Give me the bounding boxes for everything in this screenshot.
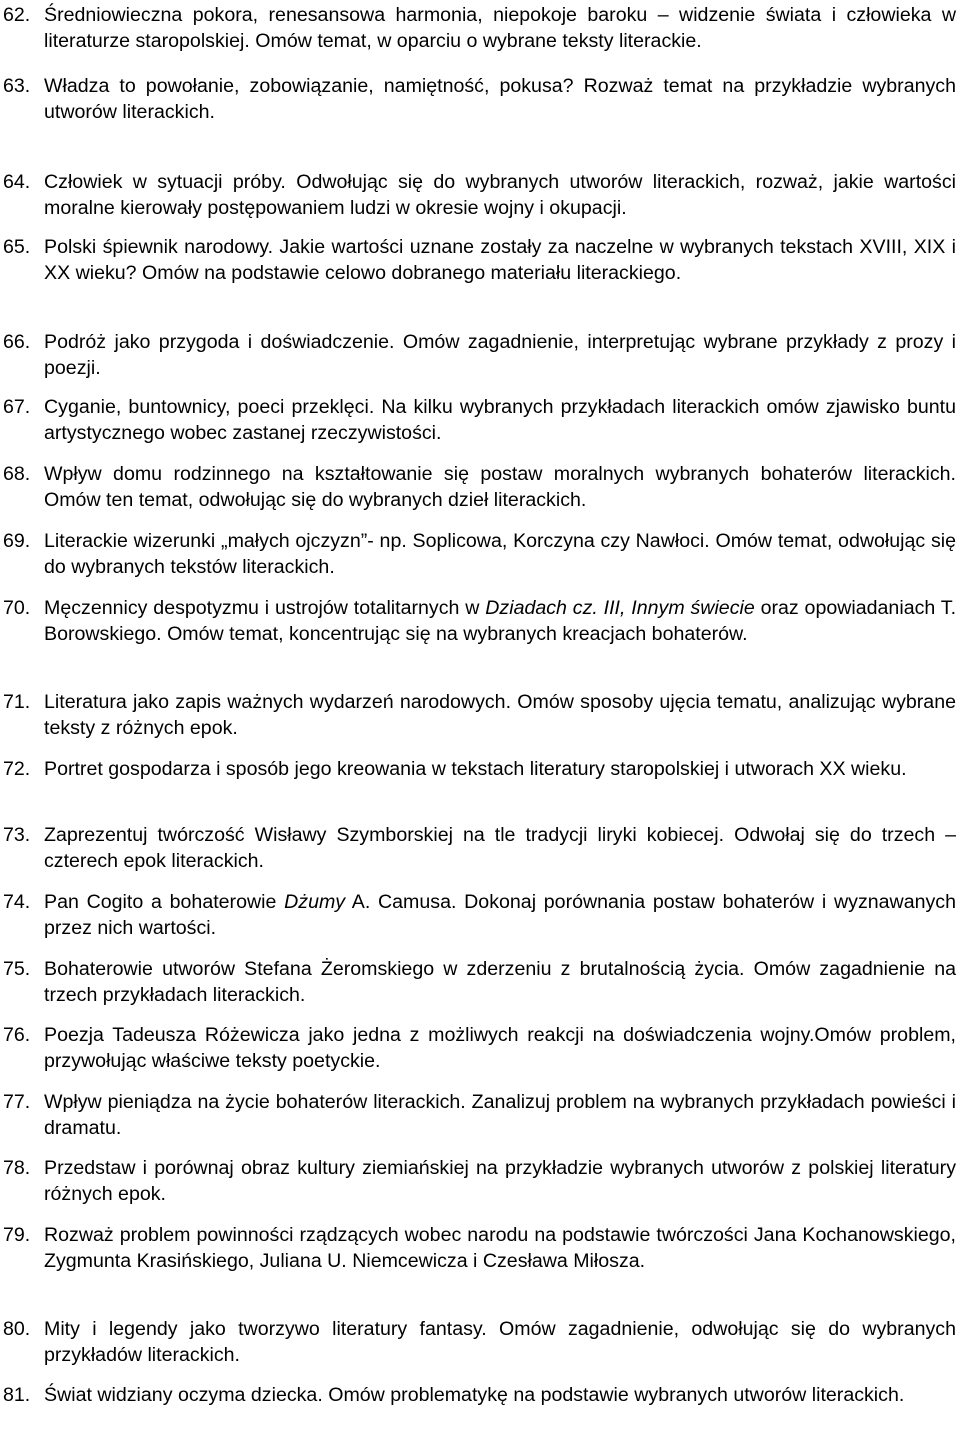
topic-text: [44, 461, 956, 513]
text-run: Bohaterowie utworów Stefana Żeromskiego w zderzeniu z brutalnością życia. Omów zagadnienie na trzech przykładach literackich.: [44, 958, 956, 1006]
text-run: Literackie wizerunki „małych ojczyzn”- np. Soplicowa, Korczyna czy Nawłoci. Omów temat, odwołując się do wybranych tekstów literackich.: [44, 530, 956, 578]
topic-text: [44, 329, 956, 381]
topic-text: [44, 956, 956, 1008]
text-run: Literatura jako zapis ważnych wydarzeń narodowych. Omów sposoby ujęcia tematu, analizując wybrane teksty z różnych epok.: [44, 691, 956, 739]
topic-item: [3, 1382, 956, 1408]
topic-number: 70.: [3, 597, 31, 619]
text-run: Przedstaw i porównaj obraz kultury ziemiańskiej na przykładzie wybranych utworów z polskiej literatury różnych epok.: [44, 1157, 956, 1205]
topic-text: [44, 169, 956, 221]
topic-item: [3, 169, 956, 221]
text-run: Cyganie, buntownicy, poeci przeklęci. Na kilku wybranych przykładach literackich omów zjawisko buntu artystycznego wobec zastanej rzeczywistości.: [44, 396, 956, 444]
topic-item: [3, 234, 956, 286]
topic-text: [44, 595, 956, 647]
topic-item: [3, 394, 956, 446]
text-run: Męczennicy despotyzmu i ustrojów totalitarnych w: [44, 597, 486, 619]
text-run: Wpływ domu rodzinnego na kształtowanie się postaw moralnych wybranych bohaterów literackich. Omów ten temat, odwołując się do wybranych dzieł literackich.: [44, 463, 956, 511]
topic-number: 80.: [3, 1318, 31, 1340]
topic-number: 66.: [3, 331, 31, 353]
italic-title: Dziadach cz. III, Innym świecie: [485, 597, 755, 619]
topic-text: [44, 234, 956, 286]
topic-item: [3, 1222, 956, 1274]
text-run: Portret gospodarza i sposób jego kreowania w tekstach literatury staropolskiej i utworach XX wieku.: [44, 758, 907, 780]
topic-number: 71.: [3, 691, 31, 713]
topic-number: 76.: [3, 1024, 31, 1046]
text-run: Rozważ problem powinności rządzących wobec narodu na podstawie twórczości Jana Kochanowskiego, Zygmunta Krasińskiego, Juliana U. Niemcewicza i Czesława Miłosza.: [44, 1224, 956, 1272]
text-run: Polski śpiewnik narodowy. Jakie wartości uznane zostały za naczelne w wybranych tekstach XVIII, XIX i XX wieku? Omów na podstawie celowo dobranego materiału literackiego.: [44, 236, 956, 284]
topic-text: [44, 1316, 956, 1368]
topic-text: [44, 528, 956, 580]
topic-text: [44, 73, 956, 125]
topic-text: [44, 2, 956, 54]
text-run: Mity i legendy jako tworzywo literatury fantasy. Omów zagadnienie, odwołując się do wybranych przykładów literackich.: [44, 1318, 956, 1366]
topic-number: 62.: [3, 4, 31, 26]
text-run: oraz opowiadaniach T. Borowskiego. Omów temat, koncentrując się na wybranych kreacjach bohaterów.: [44, 597, 957, 645]
topic-number: 67.: [3, 396, 31, 418]
topic-number: 64.: [3, 171, 31, 193]
topic-item: [3, 1155, 956, 1207]
topic-number: 68.: [3, 463, 31, 485]
topic-text: [44, 1155, 956, 1207]
text-run: Poezja Tadeusza Różewicza jako jedna z możliwych reakcji na doświadczenia wojny.Omów problem, przywołując właściwe teksty poetyckie.: [44, 1024, 956, 1072]
topic-item: [3, 1022, 956, 1074]
topic-item: [3, 1316, 956, 1368]
topic-item: [3, 822, 956, 874]
topic-item: [3, 1089, 956, 1141]
topic-text: [44, 822, 956, 874]
topic-item: [3, 73, 956, 125]
topic-item: [3, 528, 956, 580]
topic-number: 81.: [3, 1384, 31, 1406]
topic-item: [3, 595, 956, 647]
topic-text: [44, 1382, 956, 1408]
italic-title: Dżumy: [284, 891, 346, 913]
topic-item: [3, 689, 956, 741]
topic-text: [44, 756, 956, 782]
topic-number: 63.: [3, 75, 31, 97]
topic-number: 72.: [3, 758, 31, 780]
text-run: Zaprezentuj twórczość Wisławy Szymborskiej na tle tradycji liryki kobiecej. Odwołaj się do trzech – czterech epok literackich.: [44, 824, 956, 872]
topic-number: 65.: [3, 236, 31, 258]
topic-text: [44, 1089, 956, 1141]
topic-number: 77.: [3, 1091, 31, 1113]
topic-text: [44, 1022, 956, 1074]
text-run: Człowiek w sytuacji próby. Odwołując się do wybranych utworów literackich, rozważ, jakie wartości moralne kierowały postępowaniem ludzi w okresie wojny i okupacji.: [44, 171, 956, 219]
topic-item: [3, 956, 956, 1008]
topic-text: [44, 394, 956, 446]
topic-text: [44, 889, 956, 941]
topic-number: 69.: [3, 530, 31, 552]
text-run: Średniowieczna pokora, renesansowa harmonia, niepokoje baroku – widzenie świata i człowieka w literaturze staropolskiej. Omów temat, w oparciu o wybrane teksty literackie.: [44, 4, 956, 52]
topic-item: [3, 461, 956, 513]
text-run: Wpływ pieniądza na życie bohaterów literackich. Zanalizuj problem na wybranych przykładach powieści i dramatu.: [44, 1091, 956, 1139]
topic-item: [3, 756, 956, 782]
topic-item: [3, 2, 956, 54]
topic-number: 79.: [3, 1224, 31, 1246]
text-run: Świat widziany oczyma dziecka. Omów problematykę na podstawie wybranych utworów literackich.: [44, 1384, 905, 1406]
topic-number: 74.: [3, 891, 31, 913]
topic-number: 78.: [3, 1157, 31, 1179]
topic-number: 73.: [3, 824, 31, 846]
topic-item: [3, 329, 956, 381]
text-run: Pan Cogito a bohaterowie: [44, 891, 285, 913]
topic-text: [44, 689, 956, 741]
text-run: Podróż jako przygoda i doświadczenie. Omów zagadnienie, interpretując wybrane przykłady z prozy i poezji.: [44, 331, 956, 379]
topic-text: [44, 1222, 956, 1274]
text-run: Władza to powołanie, zobowiązanie, namiętność, pokusa? Rozważ temat na przykładzie wybranych utworów literackich.: [44, 75, 956, 123]
topic-number: 75.: [3, 958, 31, 980]
topic-item: [3, 889, 956, 941]
text-run: A. Camusa. Dokonaj porównania postaw bohaterów i wyznawanych przez nich wartości.: [44, 891, 956, 939]
